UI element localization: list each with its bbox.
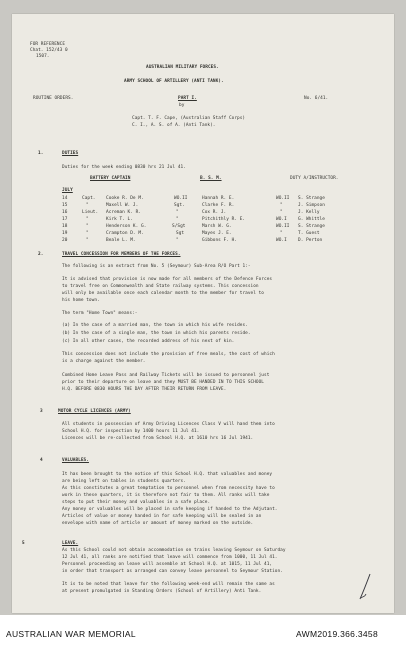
leave-note-line: at present promulgated in Standing Orders (School of Artillery) Anti Tank.	[62, 589, 262, 594]
force-heading: AUSTRALIAN MILITARY FORCES.	[146, 65, 219, 70]
reference-line-3: 1507.	[36, 54, 50, 59]
section-5-title: LEAVE.	[62, 541, 79, 546]
roster-bsm-rank: "	[176, 217, 179, 222]
roster-day: 18	[62, 224, 68, 229]
roster-bsm: Cox R. J.	[202, 210, 227, 215]
pass-instruction-line: Combined Home Leave Pass and Railway Tickets will be issued to personnel just	[62, 373, 270, 378]
section-4-title: VALUABLES.	[62, 458, 89, 463]
home-town-item: (c) In all other cases, the recorded address of his next of kin.	[62, 339, 235, 344]
roster-day: 15	[62, 203, 68, 208]
section-5-number: 5	[22, 541, 25, 546]
section-2-number: 2.	[38, 252, 44, 257]
concession-note-line: is a charge against the member.	[62, 359, 146, 364]
roster-bsm-rank: "	[176, 210, 179, 215]
valuables-line: It has been brought to the notice of this School H.Q. that valuables and money	[62, 472, 273, 477]
roster-captain: Cooke R. De M.	[106, 196, 144, 201]
travel-para-line: It is advised that provision is now made for all members of the Defence Forces	[62, 277, 273, 282]
valuables-line: As this constitutes a great temptation to personnel when from necessity have to	[62, 486, 275, 491]
roster-captain-rank: "	[86, 231, 89, 236]
section-3-title: MOTOR CYCLE LICENCES (ARMY)	[58, 409, 131, 414]
leave-line: in order that transport as arranged can convey leave personnel to Seymour Station.	[62, 569, 283, 574]
roster-day: 19	[62, 231, 68, 236]
home-town-item: (a) In the case of a married man, the town in which his wife resides.	[62, 323, 248, 328]
month-label: JULY	[62, 188, 73, 193]
duty-instructor-header: DUTY A/INSTRUCTOR.	[290, 176, 339, 181]
valuables-line: Articles of value or money handed in for safe keeping will be sealed in an	[62, 514, 262, 519]
reference-line-2: Chat. 152/43 0	[30, 48, 68, 53]
roster-instructor-rank: "	[280, 210, 283, 215]
roster-captain: Kirk T. L.	[106, 217, 133, 222]
roster-captain: Maxell W. J.	[106, 203, 139, 208]
travel-para-line: to travel free on Commonwealth and State railway systems. This concession	[62, 284, 259, 289]
valuables-line: work in these quarters, it is therefore not fair to them. All ranks will take	[62, 493, 270, 498]
roster-day: 17	[62, 217, 68, 222]
roster-bsm-rank: Sgt.	[174, 203, 185, 208]
roster-captain: Henderson K. G.	[106, 224, 147, 229]
leave-line: 12 Jul 41, all ranks are notified that leave will commence from 1000, 11 Jul 41.	[62, 555, 278, 560]
leave-note-line: It is to be noted that leave for the following week-end will remain the same as	[62, 582, 275, 587]
roster-instructor-rank: WO.I	[276, 217, 287, 222]
duties-intro: Duties for the week ending 0830 hrs 21 Jul 41.	[62, 165, 186, 170]
roster-bsm: Gibbons F. H.	[202, 238, 238, 243]
reference-line-1: FOR REFERENCE	[30, 42, 66, 47]
valuables-line: envelope with name of article or amount of money marked on the outside.	[62, 521, 254, 526]
roster-captain-rank: Capt.	[82, 196, 96, 201]
routine-orders-label: ROUTINE ORDERS.	[33, 96, 74, 101]
licence-line: All students in possession of Army Driving Licences Class V will hand them into	[62, 422, 275, 427]
roster-bsm: Hannah R. E.	[202, 196, 235, 201]
licence-line: School H.Q. for inspection by 1400 hours 11 Jul 41.	[62, 429, 200, 434]
section-2-title: TRAVEL CONCESSION FOR MEMBERS OF THE FORCES.	[62, 252, 181, 257]
battery-captain-header: BATTERY CAPTAIN	[90, 176, 131, 181]
order-number: No. 6/41.	[304, 96, 329, 101]
roster-instructor: J. Simpson	[298, 203, 325, 208]
licence-line: Licences will be re-collected from School H.Q. at 1610 hrs 16 Jul 1941.	[62, 436, 254, 441]
school-heading: ARMY SCHOOL OF ARTILLERY (ANTI TANK).	[124, 79, 224, 84]
roster-captain-rank: "	[86, 238, 89, 243]
roster-captain: Acreman K. R.	[106, 210, 142, 215]
roster-bsm: Mayes J. E.	[202, 231, 232, 236]
leave-line: Personnel proceeding on leave will assemble at School H.Q. at 1015, 11 Jul 41,	[62, 562, 273, 567]
pass-instruction-line: H.Q. BEFORE 0830 HOURS THE DAY AFTER THEIR RETURN FROM LEAVE.	[62, 387, 227, 392]
roster-instructor-rank: WO.II	[276, 196, 290, 201]
roster-captain-rank: "	[86, 203, 89, 208]
roster-instructor: J. Kelly	[298, 210, 320, 215]
roster-day: 16	[62, 210, 68, 215]
roster-instructor: T. Guest	[298, 231, 320, 236]
travel-para-line: The following is an extract from No. 5 (Seymour) Sub-Area R/O Part 1:-	[62, 264, 251, 269]
officer-role: C. I., A. S. of A. (Anti Tank).	[132, 123, 216, 128]
handwritten-mark	[356, 572, 374, 602]
travel-para-line: will only be available once each calendar month to the member for travel to	[62, 291, 265, 296]
section-1-title: DUTIES	[62, 151, 79, 156]
roster-bsm-rank: S/Sgt	[172, 224, 186, 229]
roster-instructor-rank: WO.I	[276, 238, 287, 243]
roster-captain: Beale L. M.	[106, 238, 136, 243]
roster-day: 20	[62, 238, 68, 243]
roster-captain-rank: "	[86, 224, 89, 229]
roster-bsm-rank: WO.II	[174, 196, 188, 201]
section-4-number: 4	[40, 458, 43, 463]
travel-para-line: his home town.	[62, 298, 100, 303]
roster-instructor-rank: "	[280, 203, 283, 208]
roster-bsm-rank: Sgt	[176, 231, 185, 236]
footer-accession-number: AWM2019.366.3458	[296, 629, 378, 639]
roster-captain-rank: "	[86, 217, 89, 222]
roster-instructor: S. Strange	[298, 196, 325, 201]
home-town-item: (b) In the case of a single man, the town in which his parents reside.	[62, 331, 251, 336]
roster-instructor-rank: "	[280, 231, 283, 236]
archive-footer	[0, 615, 406, 653]
roster-instructor: D. Perton	[298, 238, 323, 243]
roster-instructor: S. Strange	[298, 224, 325, 229]
officer-name: Capt. T. F. Cape, (Australian Staff Corps)	[132, 116, 246, 121]
section-1-number: 1.	[38, 151, 44, 156]
roster-day: 14	[62, 196, 68, 201]
roster-captain-rank: Lieut.	[82, 210, 99, 215]
home-town-definition: The term "Home Town" means:-	[62, 311, 138, 316]
pass-instruction-line: prior to their departure on leave and they MUST BE HANDED IN TO THIS SCHOOL	[62, 380, 265, 385]
valuables-line: steps to put their money and valuables in a safe place.	[62, 500, 211, 505]
roster-instructor: G. Whittle	[298, 217, 325, 222]
valuables-line: are being left on tables in students quarters.	[62, 479, 186, 484]
by-label: by	[179, 103, 185, 108]
roster-bsm: Clarke F. R.	[202, 203, 235, 208]
roster-instructor-rank: WO.II	[276, 224, 290, 229]
concession-note-line: This concession does not include the provision of free meals, the cost of which	[62, 352, 275, 357]
roster-bsm: Marsh W. G.	[202, 224, 232, 229]
footer-source: AUSTRALIAN WAR MEMORIAL	[6, 629, 136, 639]
valuables-line: Any money or valuables will be placed in safe keeping if handed to the Adjutant.	[62, 507, 278, 512]
bsm-header: B. S. M.	[200, 176, 222, 181]
roster-bsm: Pitchithly R. E.	[202, 217, 246, 222]
part-label: PART I.	[178, 96, 197, 101]
roster-captain: Crampton D. M.	[106, 231, 144, 236]
section-3-number: 3	[40, 409, 43, 414]
leave-line: As this School could not obtain accommodation on trains leaving Seymour on Saturday	[62, 548, 286, 553]
roster-bsm-rank: "	[176, 238, 179, 243]
